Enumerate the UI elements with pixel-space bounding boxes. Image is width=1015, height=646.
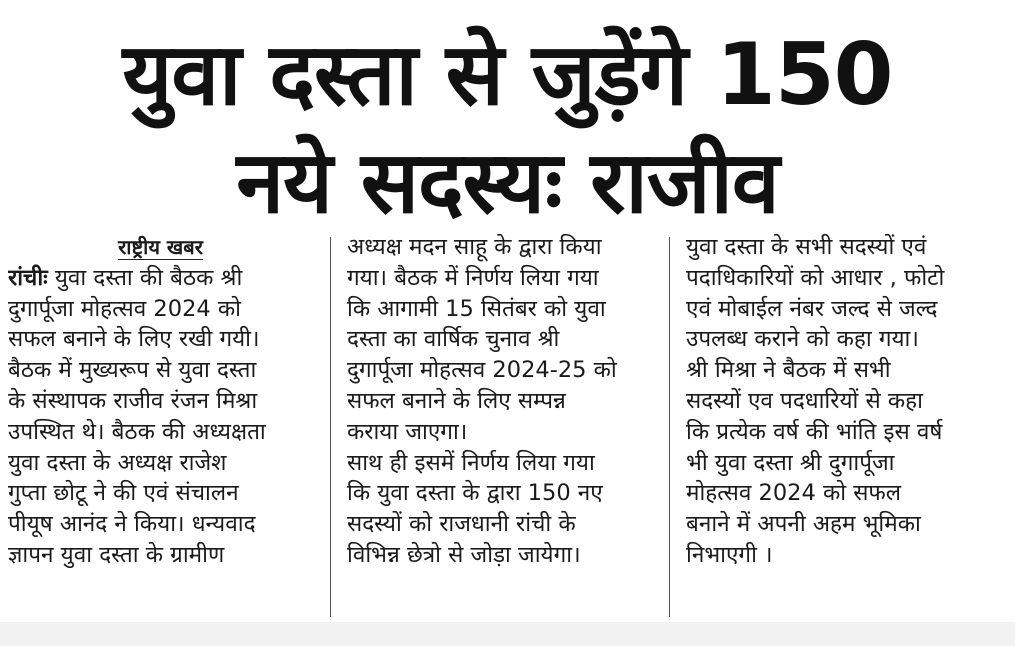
text-line: कि प्रत्येक वर्ष की भांति इस वर्ष — [686, 418, 943, 445]
article-column-3 — [686, 232, 998, 571]
text-line: उपलब्ध कराने को कहा गया। — [686, 326, 919, 353]
text-line: दुगार्पूजा मोहत्सव 2024 को — [8, 295, 241, 322]
text-line: साथ ही इसमें निर्णय लिया गया — [347, 449, 595, 476]
text-line: कराया जाएगा। — [347, 418, 468, 445]
byline-text: राष्ट्रीय खबर — [118, 235, 203, 259]
article-column-1 — [8, 232, 313, 571]
column-divider-2 — [669, 237, 670, 617]
text-line: सदस्यों को राजधानी रांची के — [347, 511, 576, 538]
text-line — [8, 263, 313, 294]
text-line: गया। बैठक में निर्णय लिया गया — [347, 264, 599, 291]
text-line: पदाधिकारियों को आधार , फोटो — [686, 264, 945, 291]
text-line: विभिन्न छेत्रो से जोड़ा जायेगा। — [347, 541, 581, 568]
text-line: पीयूष आनंद ने किया। धन्यवाद — [8, 511, 256, 538]
article-column-2 — [347, 232, 655, 571]
page-bottom-margin — [0, 622, 1015, 646]
text-line-content: युवा दस्ता की बैठक श्री — [47, 264, 243, 291]
text-line: कि आगामी 15 सितंबर को युवा — [347, 295, 606, 322]
byline — [8, 232, 313, 263]
text-line: सफल बनाने के लिए रखी गयी। — [8, 326, 260, 353]
text-line: निभाएगी । — [686, 541, 773, 568]
text-line: एवं मोबाईल नंबर जल्द से जल्द — [686, 295, 938, 322]
text-line: सफल बनाने के लिए सम्पन्न — [347, 387, 566, 414]
text-line: श्री मिश्रा ने बैठक में सभी — [686, 357, 891, 384]
text-line: दुगार्पूजा मोहत्सव 2024-25 को — [347, 357, 617, 384]
column-divider-1 — [330, 237, 331, 617]
text-line: गुप्ता छोटू ने की एवं संचालन — [8, 480, 239, 507]
text-line: युवा दस्ता के अध्यक्ष राजेश — [8, 449, 227, 476]
headline-line-2: नये सदस्यः राजीव — [236, 133, 779, 233]
text-line: उपस्थित थे। बैठक की अध्यक्षता — [8, 418, 266, 445]
text-line: बैठक में मुख्यरूप से युवा दस्ता — [8, 357, 257, 384]
text-line: भी युवा दस्ता श्री दुगार्पूजा — [686, 449, 895, 476]
dateline: रांचीः — [8, 264, 48, 291]
text-line: कि युवा दस्ता के द्वारा 150 नए — [347, 480, 603, 507]
text-line: दस्ता का वार्षिक चुनाव श्री — [347, 326, 560, 353]
text-line: के संस्थापक राजीव रंजन मिश्रा — [8, 387, 258, 414]
text-line: ज्ञापन युवा दस्ता के ग्रामीण — [8, 541, 225, 568]
text-line: सदस्यों एव पदधारियों से कहा — [686, 387, 923, 414]
text-line: युवा दस्ता के सभी सदस्यों एवं — [686, 234, 927, 260]
text-line: अध्यक्ष मदन साहू के द्वारा किया — [347, 234, 602, 260]
headline-line-1: युवा दस्ता से जुड़ेंगे 150 — [122, 25, 893, 125]
text-line: बनाने में अपनी अहम भूमिका — [686, 511, 921, 538]
text-line: मोहत्सव 2024 को सफल — [686, 480, 902, 507]
